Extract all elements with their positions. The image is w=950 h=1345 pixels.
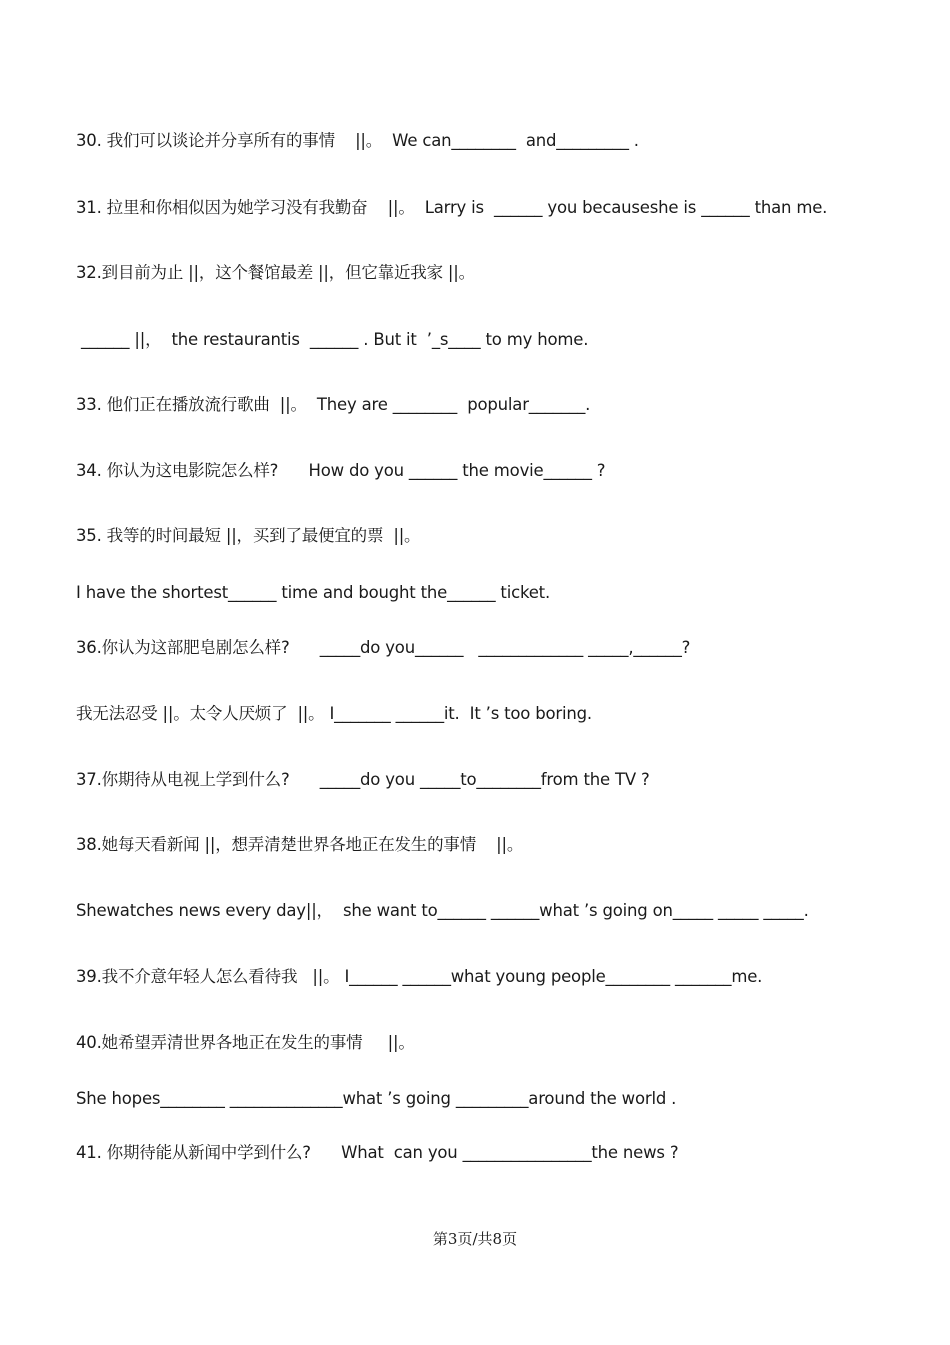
- question-39: 39.我不介意年轻人怎么看待我 ||。 I______ ______what young people________ _______me.: [76, 967, 763, 986]
- question-34: 34. 你认为这电影院怎么样? How do you ______ the movie______ ?: [76, 461, 606, 480]
- question-41: 41. 你期待能从新闻中学到什么? What can you ________________the news ?: [76, 1143, 679, 1162]
- question-33: 33. 他们正在播放流行歌曲 ||。 They are ________ popular_______.: [76, 395, 591, 414]
- question-30: 30. 我们可以谈论并分享所有的事情 ||。 We can________ and_________ .: [76, 131, 639, 150]
- question-38-english: Shewatches news every day||， she want to______ ______what ’s going on_____ _____ _____.: [76, 901, 809, 920]
- question-31: 31. 拉里和你相似因为她学习没有我勤奋 ||。 Larry is ______ you becauseshe is ______ than me.: [76, 198, 828, 217]
- question-40-english: She hopes________ ______________what ’s going _________around the world .: [76, 1089, 677, 1108]
- question-35-english: I have the shortest______ time and bought the______ ticket.: [76, 583, 550, 602]
- question-37: 37.你期待从电视上学到什么? _____do you _____to________from the TV ?: [76, 770, 650, 789]
- question-32-chinese: 32.到目前为止 ||，这个餐馆最差 ||，但它靠近我家 ||。: [76, 263, 475, 282]
- question-40-chinese: 40.她希望弄清世界各地正在发生的事情 ||。: [76, 1033, 415, 1052]
- question-36-part1: 36.你认为这部肥皂剧怎么样? _____do you______ _____________ _____,______?: [76, 638, 691, 657]
- question-35-chinese: 35. 我等的时间最短 ||，买到了最便宜的票 ||。: [76, 526, 421, 545]
- question-36-part2: 我无法忍受 ||。太令人厌烦了 ||。 I_______ ______it. It ’s too boring.: [76, 704, 592, 723]
- page-footer: 第3页/共8页: [432, 1230, 518, 1248]
- question-38-chinese: 38.她每天看新闻 ||，想弄清楚世界各地正在发生的事情 ||。: [76, 835, 524, 854]
- question-32-english: ______ ||， the restaurantis ______ . But it ’_s____ to my home.: [76, 330, 589, 349]
